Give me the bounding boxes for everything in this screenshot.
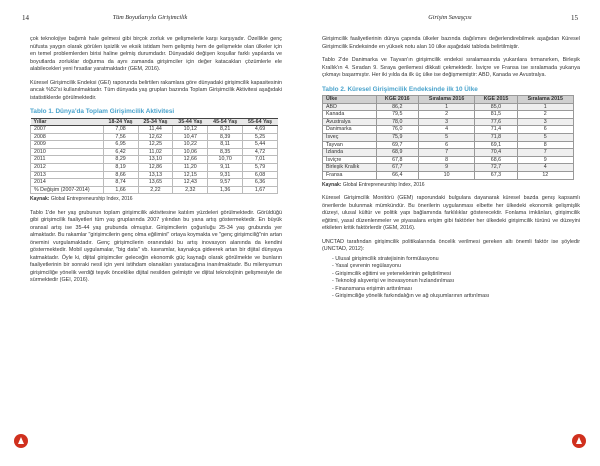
table-cell: 11,44 — [138, 126, 173, 134]
table-cell: 2014 — [31, 179, 104, 187]
list-item: - Girişimcilik eğitimi ve yeteneklerinin geliştirilmesi — [332, 271, 580, 279]
table-cell: % Değişim (2007-2014) — [31, 186, 104, 194]
table-cell: 1,67 — [243, 186, 278, 194]
table-cell: 68,9 — [376, 149, 418, 157]
table-cell: 86,2 — [376, 103, 418, 111]
paragraph: Tablo 2'de Danimarka ve Tayvan'ın girişimcilik endeksi sıralamasında yukarılara tırmanırken, Birleşik Krallık'ın 4. Sıradan 9. Sıraya gerilemesi dikkati çekmektedir. İsviçre ve Fransa ise sıralamada yukarıya çıkmayı başarmıştır. Her iki yılda da ilk üç ülke ise değişmemiştir: ABD, Kanada ve Avustralya. — [322, 57, 580, 78]
table-cell: 9 — [418, 164, 474, 172]
table-row — [323, 149, 574, 157]
table-cell: 10 — [418, 171, 474, 179]
table-cell: 9,57 — [208, 179, 243, 187]
table-cell: 6,36 — [243, 179, 278, 187]
table-cell: 69,7 — [376, 141, 418, 149]
list-item: - Teknoloji alışverişi ve inovasyonun hızlandırılması — [332, 278, 580, 286]
table-row — [323, 111, 574, 119]
table-cell: 8,19 — [103, 164, 138, 172]
table-cell: 13,65 — [138, 179, 173, 187]
table-cell: 5 — [418, 133, 474, 141]
table-cell: 12,25 — [138, 141, 173, 149]
table-cell: 2010 — [31, 148, 104, 156]
table-cell: 8 — [418, 156, 474, 164]
table-cell: 2009 — [31, 141, 104, 149]
table-cell: 7 — [517, 149, 573, 157]
col-header: Yıllar — [31, 118, 104, 126]
table-row — [31, 133, 278, 141]
list-item: - Yasal çevrenin regülasyonu — [332, 263, 580, 271]
table-cell: 7 — [418, 149, 474, 157]
table-cell: 1,66 — [103, 186, 138, 194]
table-cell: 9,31 — [208, 171, 243, 179]
gei-table — [322, 95, 574, 180]
table-source: Kaynak: Global Entrepreneurship Index, 2016 — [322, 181, 425, 188]
table-cell: 10,22 — [173, 141, 208, 149]
table-cell: Tayvan — [323, 141, 377, 149]
col-header: 35-44 Yaş — [173, 118, 208, 126]
table-cell: 2008 — [31, 133, 104, 141]
table-cell: 77,6 — [475, 118, 517, 126]
table-cell: 3 — [418, 118, 474, 126]
table-cell: 71,8 — [475, 133, 517, 141]
table-cell: 4,69 — [243, 126, 278, 134]
table-row — [31, 164, 278, 172]
table-header-row — [323, 96, 574, 104]
table-cell: 67,8 — [376, 156, 418, 164]
table-cell: 5 — [517, 133, 573, 141]
table-cell: 2,32 — [173, 186, 208, 194]
table-cell: 7,01 — [243, 156, 278, 164]
table-row — [31, 171, 278, 179]
table-cell: 67,7 — [376, 164, 418, 172]
table-cell: 5,44 — [243, 141, 278, 149]
table-cell: 2012 — [31, 164, 104, 172]
paragraph: Girişimcilik faaliyetlerinin dünya çapında ülkeler bazında dağılımını değerlendirebilmek aşağıdan Küresel Girişimcilik Endeksinde en yüksek notu alan 10 ülke aşağıdaki tabloda belirtilmiştir. — [322, 36, 580, 50]
table-cell: 11,02 — [138, 148, 173, 156]
table-cell: İsviçre — [323, 156, 377, 164]
table-cell: 6 — [418, 141, 474, 149]
table-cell: Avustralya — [323, 118, 377, 126]
table-cell: 6,42 — [103, 148, 138, 156]
table-cell: Kanada — [323, 111, 377, 119]
list-item: - Ulusal girişimcilik stratejisinin formülasyonu — [332, 256, 580, 264]
col-header: Ülke — [323, 96, 377, 104]
table-row — [323, 118, 574, 126]
table-cell: 5,79 — [243, 164, 278, 172]
table-row — [323, 164, 574, 172]
table-cell: 4 — [517, 164, 573, 172]
table-cell: 11,20 — [173, 164, 208, 172]
table-cell: 5,25 — [243, 133, 278, 141]
table-cell: Danimarka — [323, 126, 377, 134]
table-cell: İzlanda — [323, 149, 377, 157]
table-cell: İsveç — [323, 133, 377, 141]
table-cell: 10,47 — [173, 133, 208, 141]
table-cell: ABD — [323, 103, 377, 111]
paragraph: Tablo 1'de her yaş grubunun toplam girişimcilik aktivitesine katılım yüzdeleri görülmektedir. Görüldüğü gibi girişimcilik faaliyetleri tüm yaş gruplarında 2007 yılından bu yana artış göstermektedir. En büyük oransal artış ise 35-44 yaş grubunda olmuştur. Girişimcilerin çoğunluğu 25-34 yaş grubunda yer almaktadır. Bu rakamlar "girişimcilerin genç olma eğilimini" ortaya koymakta ve "genç girişimciliğ"nin artan önemini vurgulamaktadır. Genç girişimcilerin oranındaki bu artış inovasyon alanında da kendini göstermektedir. Mobil uygulamalar, "big data" vb. kavramlar, kaynakça gideerek artan bir dijital dünyaya katmaktadır. Öyle ki, dijital girişimciler geleceğin ekonomik güç kaynağı olarak görülmekte ve bunların faaliyetlerinin bir sonraki nesil için yeni istihdam olanakları yaratacağına inanılmaktadır. Bu milenyumun girişimciliğe yönelik verdiği teşvik önceklike dijital nesilden gelmiştir ve dijital teknolojinin gelişmesiyle de sürmektedir (GEI, 2016). — [30, 209, 282, 284]
table-cell: 70,4 — [475, 149, 517, 157]
table-cell: 67,3 — [475, 171, 517, 179]
publisher-logo-icon — [572, 434, 586, 448]
table-cell: 72,7 — [475, 164, 517, 172]
table-row — [31, 186, 278, 194]
table-cell: 85,0 — [475, 103, 517, 111]
table-cell: Fransa — [323, 171, 377, 179]
table-row — [31, 156, 278, 164]
table-cell: 7,08 — [103, 126, 138, 134]
table-caption: Tablo 2. Küresel Girişimcilik Endeksinde ilk 10 Ülke — [322, 85, 478, 93]
table-cell: 10,12 — [173, 126, 208, 134]
table-cell: 2007 — [31, 126, 104, 134]
table-cell: 8,21 — [208, 126, 243, 134]
table-cell: 78,0 — [376, 118, 418, 126]
table-cell: 12,15 — [173, 171, 208, 179]
running-header: Girişim Savaşçısı — [428, 14, 472, 21]
page-number: 14 — [22, 14, 29, 22]
table-cell: 9,11 — [208, 164, 243, 172]
table-cell: 8,39 — [208, 133, 243, 141]
table-row — [323, 126, 574, 134]
page-number: 15 — [571, 14, 578, 22]
table-row — [31, 179, 278, 187]
table-cell: 8,11 — [208, 141, 243, 149]
table-cell: 8 — [517, 141, 573, 149]
table-cell: 6,95 — [103, 141, 138, 149]
table-caption: Tablo 1. Dünya'da Toplam Girişimcilik Aktivitesi — [30, 108, 175, 115]
table-cell: 76,0 — [376, 126, 418, 134]
table-cell: 81,5 — [475, 111, 517, 119]
table-cell: 79,5 — [376, 111, 418, 119]
col-header: 25-34 Yaş — [138, 118, 173, 126]
table-row — [31, 141, 278, 149]
left-body — [30, 36, 282, 291]
table-cell: 69,1 — [475, 141, 517, 149]
col-header: Sıralama 2016 — [418, 96, 474, 104]
table-row — [323, 141, 574, 149]
right-page — [300, 0, 600, 466]
table-cell: 8,35 — [208, 148, 243, 156]
table-row — [323, 133, 574, 141]
table-row — [31, 126, 278, 134]
table-cell: 2 — [517, 111, 573, 119]
table-cell: 2 — [418, 111, 474, 119]
table-cell: 12,43 — [173, 179, 208, 187]
table-cell: 6 — [517, 126, 573, 134]
table-cell: 8,74 — [103, 179, 138, 187]
publisher-logo-icon — [14, 434, 28, 448]
table-row — [31, 148, 278, 156]
list-item: - Finansmana erişimin arttırılması — [332, 286, 580, 294]
table-cell: 68,6 — [475, 156, 517, 164]
paragraph: çok teknolojiye bağımlı hale gelmesi gibi birçok zorluk ve gelişmelerle karşı karşıyadır. Özellikle genç nüfusta yaygın olarak görülen işsizlik ve eksik istidam hem gelişmiş hem de gelişmekte olan ülkeler için en temel problemlerden birisi haline gelmiş durumdadır. Dünyadaki değişen koşullar farklı yapılarda ve boyutlarda zorluklar doğurma da aynı zamanda girişimciler için değer katacakları çözümlerle ele alabilecekleri yeni fırsatlar yaratmaktadır (GEM, 2016). — [30, 36, 282, 72]
table-cell: 75,9 — [376, 133, 418, 141]
table-cell: Birleşik Krallık — [323, 164, 377, 172]
table-cell: 2011 — [31, 156, 104, 164]
col-header: 55-64 Yaş — [243, 118, 278, 126]
table-cell: 12,66 — [173, 156, 208, 164]
table-header-row — [31, 118, 278, 126]
table-cell: 6,08 — [243, 171, 278, 179]
table-cell: 1,36 — [208, 186, 243, 194]
table-cell: 66,4 — [376, 171, 418, 179]
col-header: KGE 2015 — [475, 96, 517, 104]
table-cell: 12,86 — [138, 164, 173, 172]
right-body — [322, 36, 580, 301]
table-cell: 12,62 — [138, 133, 173, 141]
col-header: 18-24 Yaş — [103, 118, 138, 126]
table-cell: 71,4 — [475, 126, 517, 134]
table-row — [323, 103, 574, 111]
col-header: 45-54 Yaş — [208, 118, 243, 126]
table-cell: 10,70 — [208, 156, 243, 164]
table-cell: 9 — [517, 156, 573, 164]
table-cell: 3 — [517, 118, 573, 126]
table-row — [323, 171, 574, 179]
col-header: KGE 2016 — [376, 96, 418, 104]
table-cell: 1 — [517, 103, 573, 111]
table-source: Kaynak: Global Entrepreneurship Index, 2016 — [30, 196, 133, 203]
table-cell: 8,29 — [103, 156, 138, 164]
col-header: Sıralama 2015 — [517, 96, 573, 104]
tea-table — [30, 118, 278, 195]
paragraph: UNCTAD tarafından girişimcilik politikalarında öncelik verilmesi gereken altı önemli faktör ise şöyledir (UNCTAD, 2012): — [322, 238, 580, 253]
table-row — [323, 156, 574, 164]
list-item: - Girişimciliğe yönelik farkındalığın ve ağ oluşumlarının arttırılması — [332, 293, 580, 301]
table-cell: 1 — [418, 103, 474, 111]
table-cell: 2,22 — [138, 186, 173, 194]
paragraph: Küresel Girişimcilik Monitörü (GEM) raporundaki bulgulara dayanarak küresel bazda genış kapsamlı önerilerde bulunmak mümkündür. Bu önerilerin uygulanması elbette her ülkedeki ekonomik gelişmişlik düzeyi, ulusal kültür ve politik yapı bağlamında farklılıklar gösterecektir. Fonlama imkânları, girişimcilik eğitimi, yasal düzenlenmeler ve piyasalara erişim gibi faktörler her ülkedeki girişimcilik türünü ve düzeyini etkileten kritik faktörlerdir (GEM, 2016). — [322, 195, 580, 232]
table-cell: 4,72 — [243, 148, 278, 156]
table-cell: 7,56 — [103, 133, 138, 141]
table-cell: 13,10 — [138, 156, 173, 164]
table-cell: 2013 — [31, 171, 104, 179]
table-cell: 8,66 — [103, 171, 138, 179]
table-cell: 13,13 — [138, 171, 173, 179]
table-cell: 4 — [418, 126, 474, 134]
factor-list — [322, 256, 580, 301]
table-cell: 12 — [517, 171, 573, 179]
table-cell: 10,06 — [173, 148, 208, 156]
paragraph: Küresel Girişimcilik Endeksi (GEI) raporunda belirtilen rakamlara göre dünyadaki girişimcilik kapasitesinin ancak %52'si kullanılmaktadır. Tüm dünyada yaş grupları bazında Toplam Girişimcilik Aktivitesi aşağıdaki istatistiklerde görülmektedir. — [30, 79, 282, 101]
running-header: Tüm Boyutlarıyla Girişimcilik — [112, 14, 188, 21]
